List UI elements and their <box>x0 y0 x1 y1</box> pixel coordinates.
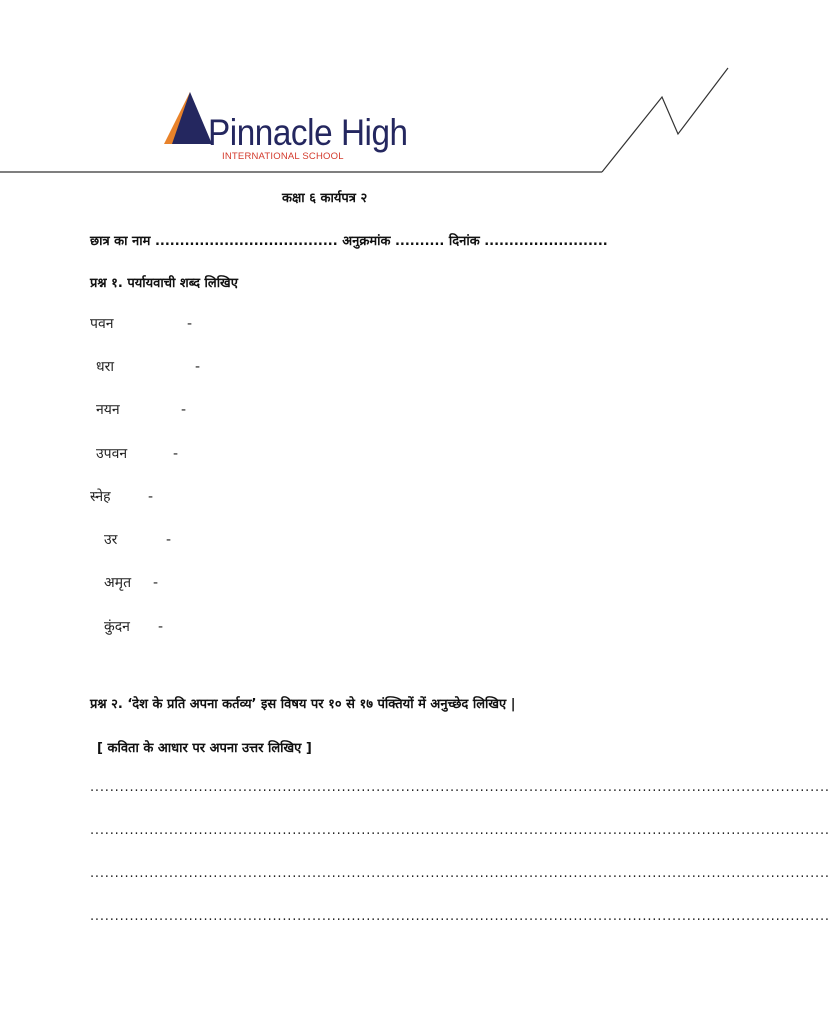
synonym-dash: - <box>173 446 179 462</box>
zigzag-line <box>602 68 728 172</box>
synonym-dash: - <box>181 402 187 418</box>
question-2-instruction: [ कविता के आधार पर अपना उत्तर लिखिए ] <box>97 741 312 756</box>
synonym-word: धरा <box>96 359 114 375</box>
synonym-word: नयन <box>96 402 120 418</box>
synonym-word: उर <box>104 532 118 548</box>
question-1-heading: प्रश्न १. पर्यायवाची शब्द लिखिए <box>90 276 238 291</box>
synonym-dash: - <box>166 532 172 548</box>
synonym-dash: - <box>158 619 164 635</box>
synonym-dash: - <box>187 316 193 332</box>
synonym-dash: - <box>153 575 159 591</box>
synonym-word: उपवन <box>96 446 128 462</box>
synonym-word: कुंदन <box>104 619 130 635</box>
answer-line[interactable]: ...................................................................................................................................................... <box>90 909 830 924</box>
worksheet-title: कक्षा ६ कार्यपत्र २ <box>282 191 368 206</box>
school-name: Pinnacle High <box>208 112 408 153</box>
synonym-dash: - <box>148 489 154 505</box>
answer-line[interactable]: ...................................................................................................................................................... <box>90 823 830 838</box>
synonym-word: पवन <box>90 316 114 332</box>
header-rule-graphic <box>0 0 768 190</box>
answer-line[interactable]: ...................................................................................................................................................... <box>90 866 830 881</box>
school-subtitle: INTERNATIONAL SCHOOL <box>222 151 344 162</box>
synonym-word: स्नेह <box>90 489 111 505</box>
logo-triangle-icon <box>164 92 212 144</box>
question-2-heading: प्रश्न २. ‘देश के प्रति अपना कर्तव्य’ इस विषय पर १० से १७ पंक्तियों में अनुच्छेद लिखिए | <box>90 697 516 712</box>
student-info-line: छात्र का नाम ..................................... अनुक्रमांक .......... दिनांक ......................... <box>90 234 608 249</box>
answer-line[interactable]: ...................................................................................................................................................... <box>90 780 830 795</box>
synonym-word: अमृत <box>104 575 132 591</box>
synonym-dash: - <box>195 359 201 375</box>
